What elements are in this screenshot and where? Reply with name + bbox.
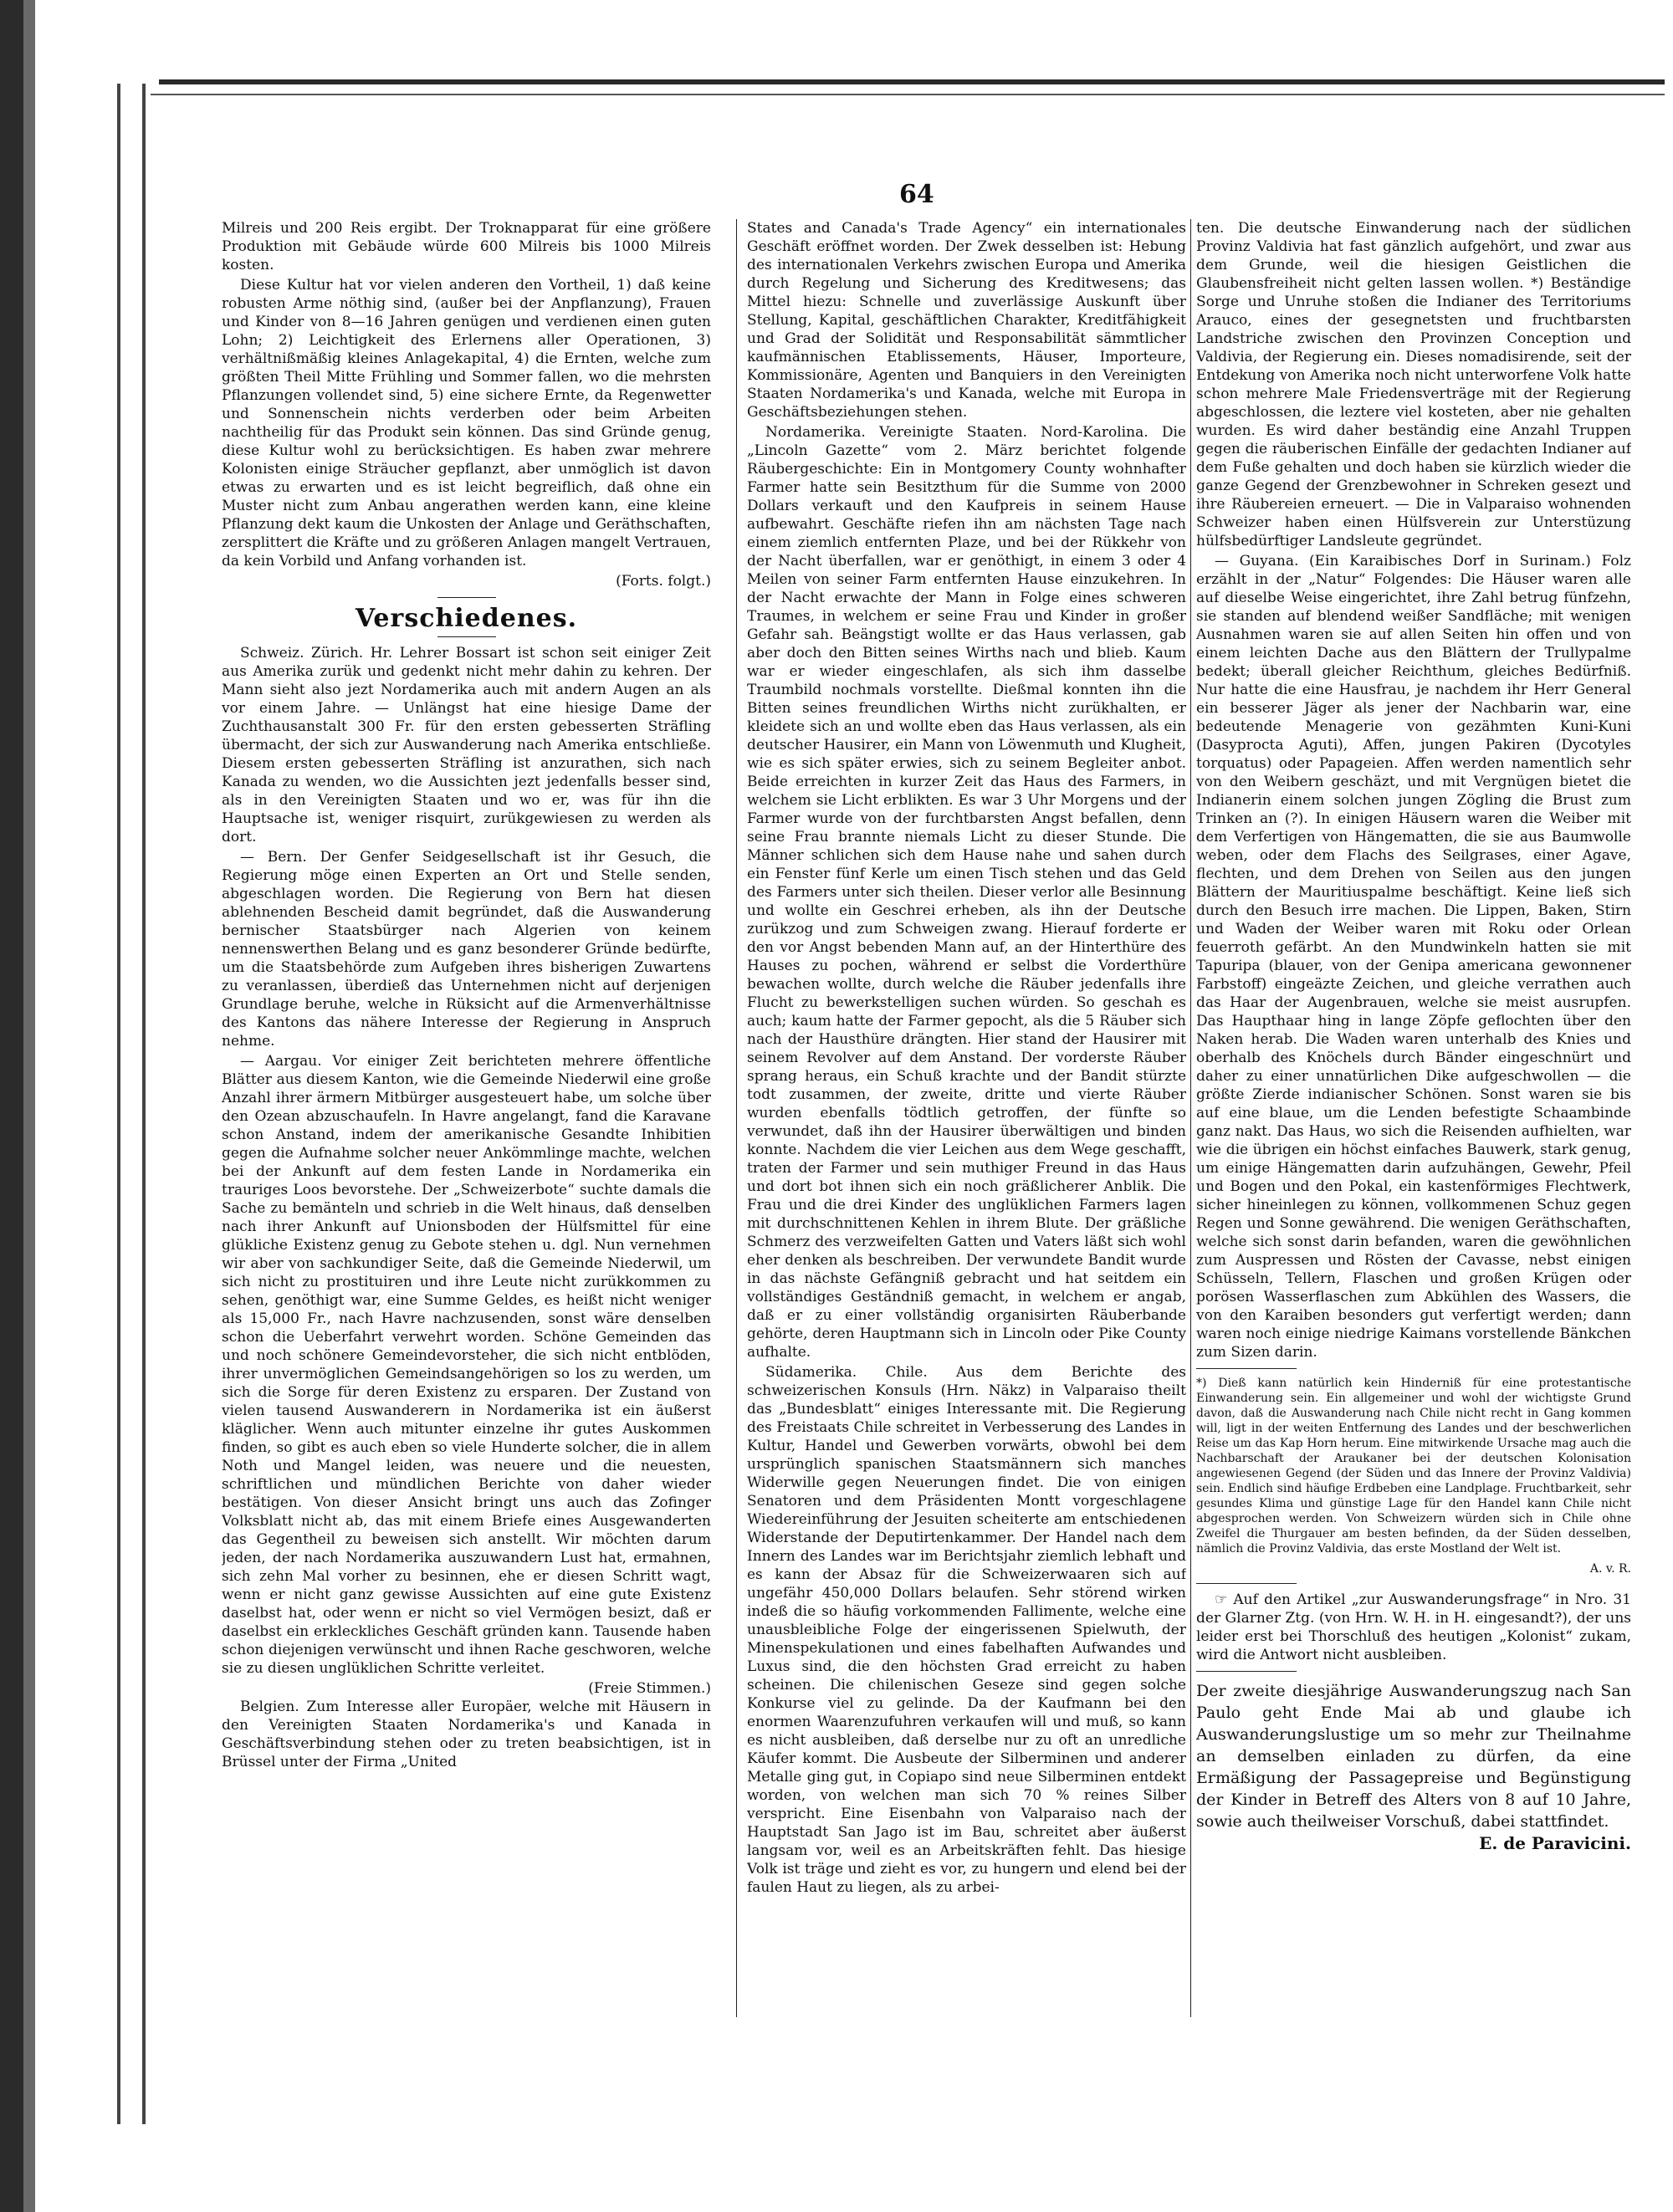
footnote-divider [1196, 1368, 1297, 1369]
continuation-note: (Forts. folgt.) [616, 573, 711, 590]
paragraph: ten. Die deutsche Einwanderung nach der südlichen Provinz Valdivia hat fast gänzlich aufgehört, und zwar aus dem Grunde, weil die hiesigen Geistlichen die Glaubensfreiheit nicht gelten lassen wollen. *) Beständige Sorge und Unruhe stoßen die Indianer des Territoriums Arauco, eines der gesegnetsten und fruchtbarsten Landstriche zwischen den Provinzen Conception und Valdivia, der Regierung ein. Dieses nomadisirende, seit der Entdekung von Amerika noch nicht unterworfene Volk hatte schon mehrere Male Friedensverträge mit der Regierung abgeschlossen, die leztere viel kosteten, aber nie gehalten wurden. Es wird daher beständig eine Anzahl Truppen gegen die räuberischen Einfälle der gedachten Indianer auf dem Fuße gehalten und doch haben sie kürzlich wieder die ganze Gegend der Grenzbewohner in Schreken gesezt und ihre Räubereien erneuert. — Die in Valparaiso wohnenden Schweizer haben einen Hülfsverein zur Unterstüzung hülfsbedürftiger Landsleute gegründet. [1196, 220, 1631, 549]
page-number: 64 [899, 180, 934, 209]
section-divider [437, 636, 496, 637]
section-divider [437, 597, 496, 598]
paragraph: Südamerika. Chile. Aus dem Berichte des schweizerischen Konsuls (Hrn. Näkz) in Valparaiso theilt das „Bundesblatt“ einiges Interessante mit. Die Regierung des Freistaats Chile schreitet in Verbesserung des Landes in Kultur, Handel und Gewerben vorwärts, obwohl bei dem ursprünglich spanischen Staatsmännern sich manches Widerwille gegen Neuerungen findet. Die von einigen Senatoren und dem Präsidenten Montt vorgeschlagene Wiedereinführung der Jesuiten scheiterte am entschiedenen Widerstande der Deputirtenkammer. Der Handel nach dem Innern des Landes war im Berichtsjahr ziemlich lebhaft und es kann der Absaz für die Schweizerwaaren sich auf ungefähr 450,000 Dollars belaufen. Sehr störend wirken indeß die so häufig vorkommenden Fallimente, welche eine unausbleibliche Folge der eingerissenen Spielwuth, der Minenspekulationen und eines fabelhaften Aufwandes und Luxus sind, die den höchsten Grad erreicht zu haben scheinen. Die chilenischen Geseze sind gegen solche Konkurse viel zu gelinde. Da der Kaufmann bei den enormen Waarenzufuhren verkaufen will und muß, so kann es nicht ausbleiben, daß derselbe nur zu oft an unredliche Käufer kommt. Die Ausbeute der Silberminen und anderer Metalle ging gut, in Copiapo sind neue Silberminen entdekt worden, von welchen man sich 70 % reines Silber verspricht. Eine Eisenbahn von Valparaiso nach der Hauptstadt San Jago ist im Bau, schreitet aber äußerst langsam vor, weil es an Arbeitskräften fehlt. Das hiesige Volk ist träge und zieht es vor, zu hungern und elend bei der faulen Haut zu liegen, als zu arbei- [747, 1364, 1186, 1896]
paragraph: Belgien. Zum Interesse aller Europäer, welche mit Häusern in den Vereinigten Staaten Nordamerika's und Kanada in Geschäftsverbindung stehen oder zu treten beabsichtigen, ist in Brüssel unter der Firma „United [222, 1699, 711, 1770]
paragraph: States and Canada's Trade Agency“ ein internationales Geschäft eröffnet worden. Der Zwek desselben ist: Hebung des internationalen Verkehrs zwischen Europa und Amerika durch Regelung und Sicherung des Kreditwesens; das Mittel hiezu: Schnelle und zuverlässige Auskunft über Stellung, Kapital, geschäftlichen Charakter, Kreditfähigkeit und Grad der Solidität und Responsabilität sämmtlicher kaufmännischen Etablissements, Häuser, Importeure, Kommissionäre, Agenten und Banquiers in den Vereinigten Staaten Nordamerika's und Kanada, welche mit Europa in Geschäftsbeziehungen stehen. [747, 220, 1186, 421]
column-rule [1190, 219, 1191, 2017]
page-stack-edge [142, 84, 146, 2124]
column-right [1196, 219, 1631, 2000]
advertisement-signature: E. de Paravicini. [1479, 1833, 1631, 1853]
paragraph: — Guyana. (Ein Karaibisches Dorf in Surinam.) Folz erzählt in der „Natur“ Folgendes: Die Häuser waren alle auf dieselbe Weise eingerichtet, ihre Zahl betrug fünfzehn, sie standen auf blendend weißer Sandfläche; mit wenigen Ausnahmen waren sie auf allen Seiten hin offen und von einem leichten Dache aus den Blättern der Trullypalme bedekt; überall gleicher Reichthum, gleiches Bedürfniß. Nur hatte die eine Hausfrau, je nachdem ihr Herr General ein besserer Jäger als jener der Nachbarin war, eine bedeutende Menagerie von gezähmten Kuni-Kuni (Dasyprocta Aguti), Affen, jungen Pakiren (Dycotyles torquatus) oder Papageien. Affen werden namentlich sehr von den Weibern geschäzt, und mit Vergnügen bietet die Indianerin einem solchen jungen Zögling die Brust zum Trinken an (?). In einigen Häusern waren die Weiber mit dem Verfertigen von Hängematten, die sie aus Baumwolle weben, oder dem Flachs des Seilgrases, einer Agave, flechten, und dem Drehen von Seilen aus den jungen Blättern der Mauritiuspalme beschäftigt. Keine ließ sich durch den Besuch irre machen. Die Lippen, Baken, Stirn und Waden der Weiber waren mit Roku oder Orlean feuerroth gefärbt. An den Mundwinkeln hatten sie mit Tapuripa (blauer, von der Genipa americana gewonnener Farbstoff) eingeäzte Zeichen, und gleiche verrathen auch das Haar der Augenbrauen, welche sie meist ausrupfen. Das Haupthaar hing in lange Zöpfe geflochten über den Naken herab. Die Waden waren unterhalb des Knies und oberhalb des Knöchels durch Bänder eingeschnürt und daher zu einer unnatürlichen Dike aufgeschwollen — die größte Zierde indianischer Schönen. Sonst waren sie bis auf eine blaue, um die Lenden befestigte Schaambinde ganz nakt. Das Haus, wo sich die Reisenden aufhielten, war wie die übrigen ein höchst einfaches Bauwerk, stark genug, um einige Hängematten darin aufzuhängen, Gewehr, Pfeil und Bogen und den Pokal, ein kastenförmiges Flechtwerk, sicher hineinlegen zu können, vollkommenen Schuz gegen Regen und Sonne gewährend. Die wenigen Geräthschaften, welche sich sonst darin befanden, waren die gewöhnlichen zum Auspressen und Rösten der Cavasse, nebst einigen Schüsseln, Tellern, Flaschen und großen Krügen oder porösen Wasserflaschen zum Abkühlen des Wassers, die von den Karaiben besonders gut verfertigt werden; dann waren noch einige niedrige Kaimans vorstellende Bänkchen zum Sizen darin. [1196, 553, 1631, 1361]
scan-top-edge-line [151, 94, 1665, 95]
scan-top-edge [159, 79, 1665, 84]
editorial-notice: ☞ Auf den Artikel „zur Auswanderungsfrage“ in Nro. 31 der Glarner Ztg. (von Hrn. W. H. in H. eingesandt?), der uns leider erst bei Thorschluß des heutigen „Kolonist“ zukam, wird die Antwort nicht ausbleiben. [1196, 1591, 1631, 1663]
footnote: *) Dieß kann natürlich kein Hinderniß für eine protestantische Einwanderung sein. Ein allgemeiner und wohl der wichtigste Grund davon, daß die Auswanderung nach Chile nicht recht in Gang kommen will, ligt in der weiten Entfernung des Landes und der beschwerlichen Reise um das Kap Horn herum. Eine mitwirkende Ursache mag auch die Nachbarschaft der Araukaner bei der deutschen Kolonisation angewiesenen Gegend (der Süden und das Innere der Provinz Valdivia) sein. Endlich sind häufige Erdbeben eine Landplage. Fruchtbarkeit, sehr gesundes Klima und günstige Lage für den Handel kann Chile nicht abgesprochen werden. Von Schweizern würden sich in Chile ohne Zweifel die Thurgauer am besten befinden, da der Süden desselben, nämlich die Provinz Valdivia, das erste Mostland der Welt ist. [1196, 1377, 1631, 1556]
paragraph: Milreis und 200 Reis ergibt. Der Troknapparat für eine größere Produktion mit Gebäude würde 600 Milreis bis 1000 Milreis kosten. [222, 220, 711, 273]
column-middle [747, 219, 1186, 2000]
paragraph: Nordamerika. Vereinigte Staaten. Nord-Karolina. Die „Lincoln Gazette“ vom 2. März berichtet folgende Räubergeschichte: Ein in Montgomery County wohnhafter Farmer hatte sein Besitzthum für die Summe von 2000 Dollars verkauft und den Kaufpreis in seinem Hause aufbewahrt. Geschäfte riefen ihn am nächsten Tage nach einem ziemlich entfernten Plaze, und bei der Rükkehr von der Nacht überfallen, war er genöthigt, in einem 3 oder 4 Meilen von seiner Farm entfernten Hause einzukehren. In der Nacht erwachte der Mann in Folge eines schweren Traumes, in welchem er seine Frau und Kinder in großer Gefahr sah. Beängstigt wollte er das Haus verlassen, gab aber doch den Bitten seines Wirths nach und blieb. Kaum war er wieder eingeschlafen, als sich ihm dasselbe Traumbild nochmals vorstellte. Dießmal konnten ihn die Bitten seines freundlichen Wirths nicht zurükhalten, er kleidete sich an und wollte eben das Haus verlassen, als ein deutscher Hausirer, ein Mann von Löwenmuth und Klugheit, wie es sich später erwies, sich zu seinem Begleiter anbot. Beide erreichten in kurzer Zeit das Haus des Farmers, in welchem sie Licht erblikten. Es war 3 Uhr Morgens und der Farmer wurde von der furchtbarsten Angst befallen, denn seine Frau brannte niemals Licht zu dieser Stunde. Die Männer schlichen sich dem Hause nahe und sahen durch ein Fenster fünf Kerle um einen Tisch stehen und das Geld des Farmers unter sich theilen. Dieser verlor alle Besinnung und wollte ein Geschrei erheben, als ihn der Deutsche zurükzog und zum Schweigen zwang. Hierauf forderte er den vor Angst bebenden Mann auf, an der Hinterthüre des Hauses zu pochen, während er selbst die Vorderthüre bewachen wollte, durch welche die Räuber jedenfalls ihre Flucht zu bewerkstelligen suchen würden. So geschah es auch; kaum hatte der Farmer gepocht, als die 5 Räuber sich nach der Hausthüre drängten. Hier stand der Hausirer mit seinem Revolver auf dem Anstand. Der vorderste Räuber sprang heraus, ein Schuß krachte und der Bandit stürzte todt zusammen, der zweite, dritte und vierte Räuber wurden ebenfalls tödtlich getroffen, der fünfte so verwundet, daß ihn der Hausirer überwältigen und binden konnte. Nachdem die vier Leichen aus dem Wege geschafft, traten der Farmer und sein muthiger Freund in das Haus und dort bot ihnen sich ein noch gräßlicherer Anblik. Die Frau und die drei Kinder des unglüklichen Farmers lagen mit durchschnittenen Kehlen in ihrem Blute. Der gräßliche Schmerz des verzweifelten Gatten und Vaters läßt sich wohl eher denken als beschreiben. Der verwundete Bandit wurde in das nächste Gefängniß gebracht und hat seitdem ein vollständiges Geständniß gemacht, in welchem er angab, daß er zu einer vollständig organisirten Räuberbande gehörte, deren Hauptmann sich in Lincoln oder Pike County aufhalte. [747, 424, 1186, 1361]
book-spine [0, 0, 23, 2212]
column-rule [736, 219, 737, 2017]
book-spine-edge [23, 0, 35, 2212]
column-left [222, 219, 711, 2000]
source-note: (Freie Stimmen.) [588, 1680, 711, 1697]
footnote-signature: A. v. R. [1589, 1562, 1631, 1576]
page-stack-edge [117, 84, 120, 2124]
paragraph: Diese Kultur hat vor vielen anderen den Vortheil, 1) daß keine robusten Arme nöthig sind, (außer bei der Anpflanzung), Frauen und Kinder von 8—16 Jahren genügen und verdienen einen guten Lohn; 2) Leichtigkeit des Erlernens aller Operationen, 3) verhältnißmäßig kleines Anlagekapital, 4) die Ernten, welche zum größten Theil Mitte Frühling und Sommer fallen, wo die mehrsten Pflanzungen vollendet sind, 5) eine sichere Ernte, da Regenwetter und Sonnenschein nichts verderben oder beim Arbeiten nachtheilig für das Produkt sein können. Das sind Gründe genug, diese Kultur wohl zu berücksichtigen. Es haben zwar mehrere Kolonisten einige Sträucher gepflanzt, aber unmöglich ist davon etwas zu erwarten und es ist leicht begreiflich, daß ohne ein Muster nicht zum Anbau angerathen werden kann, eine kleine Pflanzung dekt kaum die Unkosten der Anlage und Geräthschaften, zersplittert die Kräfte und zu größeren Anlagen mangelt Vertrauen, da kein Vorbild und Anfang vorhanden ist. [222, 277, 711, 570]
notice-divider [1196, 1583, 1297, 1584]
paragraph: — Aargau. Vor einiger Zeit berichteten mehrere öffentliche Blätter aus diesem Kanton, wie die Gemeinde Niederwil eine große Anzahl ihrer ärmern Mitbürger ausgesteuert habe, um solche über den Ozean abzuschaufeln. In Havre angelangt, fand die Karavane schon Anstand, indem der amerikanische Gesandte Inhibitien gegen die Aufnahme solcher neuer Ankömmlinge machte, welchen bei der Ankunft auf dem festen Lande in Nordamerika ein trauriges Loos bevorstehe. Der „Schweizerbote“ suchte damals die Sache zu bemänteln und schrieb in die Welt hinaus, daß denselben nach ihrer Ankunft auf Unionsboden der Hülfsmittel für eine glükliche Existenz genug zu Gebote stehen u. dgl. Nun vernehmen wir aber von sachkundiger Seite, daß die Gemeinde Niederwil, um sich nicht zu prostituiren und ihre Leute nicht zurükkommen zu sehen, genöthigt war, eine Summe Geldes, es heißt nicht weniger als 15,000 Fr., nach Havre nachzusenden, sonst wäre denselben schon die Ueberfahrt verwehrt worden. Schöne Gemeinden das und noch schönere Gemeindevorsteher, die sich nicht entblöden, ihrer unvermöglichen Gemeindsangehörigen so los zu werden, um sich die Sorge für deren Existenz zu ersparen. Der Zustand von vielen tausend Auswanderern in Nordamerika ist ein äußerst kläglicher. Wenn auch mitunter einzelne ihr gutes Auskommen finden, so gibt es auch eben so viele Hunderte solcher, die in allem Noth und Mangel leiden, was neuere und die neuesten, schriftlichen und mündlichen Berichte von daher wieder bestätigen. Von dieser Ansicht bringt uns auch das Zofinger Volksblatt nicht ab, das mit einem Briefe eines Ausgewanderten das Gegentheil zu beweisen sich anstellt. Wir möchten darum jeden, der nach Nordamerika auszuwandern Lust hat, ermahnen, sich zehn Mal vorher zu besinnen, ehe er diesen Schritt wagt, wenn er nicht ganz gewisse Aussichten auf eine gute Existenz daselbst hat, oder wenn er nicht so viel Vermögen besizt, daß er daselbst ein erkleckliches Geschäft gründen kann. Tausende haben schon diejenigen verwünscht und ihnen Rache geschworen, welche sie zu diesen unglüklichen Schritte verleitet. [222, 1053, 711, 1677]
paragraph: Schweiz. Zürich. Hr. Lehrer Bossart ist schon seit einiger Zeit aus Amerika zurük und gedenkt nicht mehr dahin zu kehren. Der Mann sieht also jezt Nordamerika auch mit andern Augen an als vor einem Jahre. — Unlängst hat eine hiesige Dame der Zuchthausanstalt 300 Fr. für den ersten gebesserten Sträfling übermacht, der sich zur Auswanderung nach Amerika entschließe. Diesem ersten gebesserten Sträfling ist anzurathen, sich nach Kanada zu wenden, wo die Aussichten jezt jedenfalls besser sind, als in den Vereinigten Staaten und wo er, was für ihn die Hauptsache ist, weniger risquirt, zurükgewiesen zu werden als dort. [222, 645, 711, 845]
paragraph: — Bern. Der Genfer Seidgesellschaft ist ihr Gesuch, die Regierung möge einen Experten an Ort und Stelle senden, abgeschlagen worden. Die Regierung von Bern hat diesen ablehnenden Bescheid damit begründet, daß die Auswanderung bernischer Staatsbürger nach Algerien von keinem nennenswerthen Belang und es ganz besonderer Gründe bedürfte, um die Staatsbehörde zum Aufgeben ihres bisherigen Zuwartens zu veranlassen, überdieß das Unternehmen nicht auf derjenigen Grundlage beruhe, welche in Rüksicht auf die Armenverhältnisse des Kantons das nähere Interesse der Regierung in Anspruch nehme. [222, 849, 711, 1050]
section-title: Verschiedenes. [355, 604, 578, 633]
advertisement: Der zweite diesjährige Auswanderungszug nach San Paulo geht Ende Mai ab und glaube ich Auswanderungslustige um so mehr zur Theilnahme an demselben einladen zu dürfen, da eine Ermäßigung der Passagepreise und Begünstigung der Kinder in Betreff des Alters von 8 auf 10 Jahre, sowie auch theilweiser Vorschuß, dabei stattfindet. [1196, 1682, 1631, 1831]
ad-divider [1196, 1671, 1297, 1672]
